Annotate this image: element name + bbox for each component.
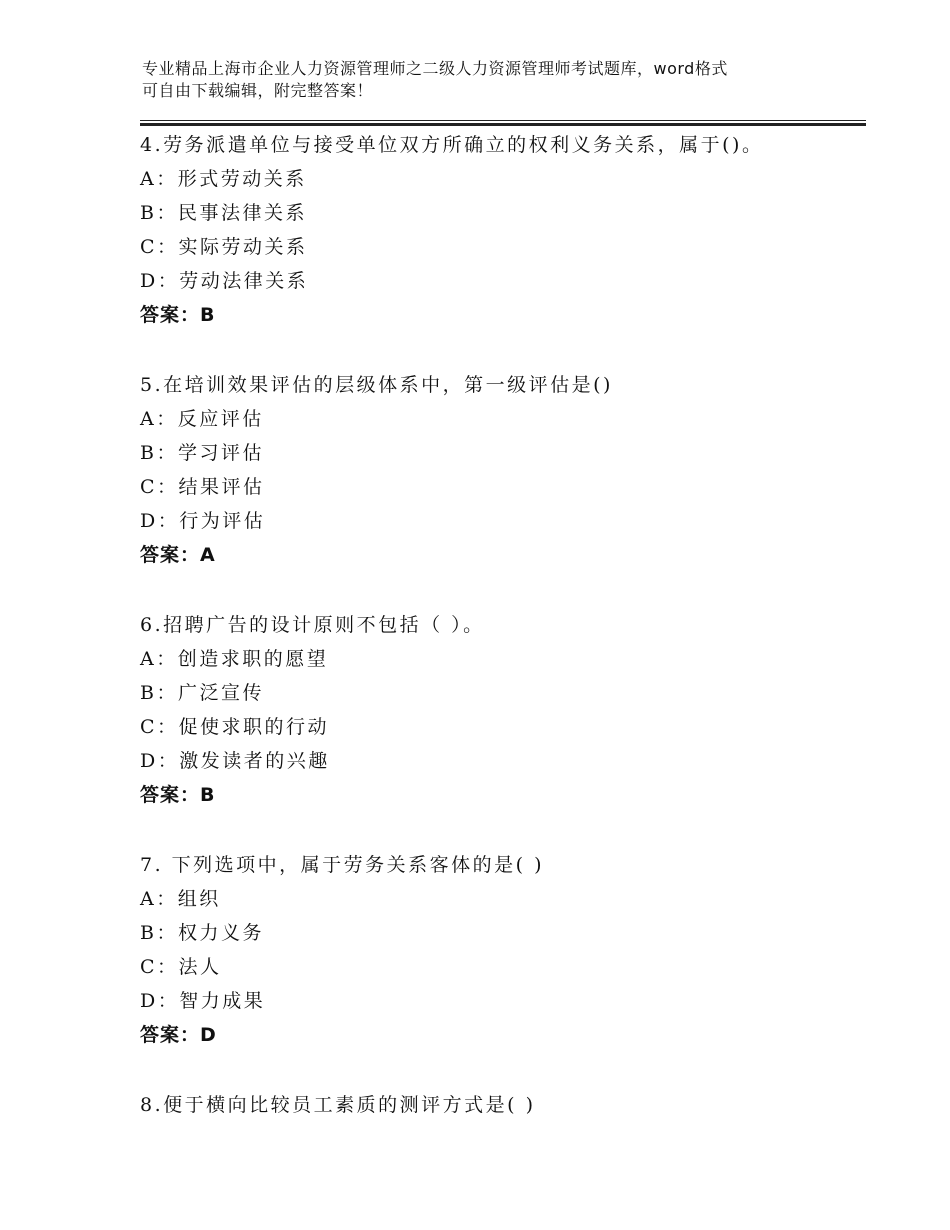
option-a: A：形式劳动关系 bbox=[140, 168, 307, 190]
option-d: D：劳动法律关系 bbox=[140, 270, 309, 292]
option-a: A：创造求职的愿望 bbox=[140, 648, 329, 670]
question-stem: 6.招聘广告的设计原则不包括（ ）。 bbox=[140, 614, 485, 636]
question-7 bbox=[140, 848, 866, 1052]
question-4 bbox=[140, 128, 866, 332]
header-line-2: 可自由下载编辑，附完整答案！ bbox=[142, 81, 374, 100]
question-stem: 5.在培训效果评估的层级体系中，第一级评估是() bbox=[140, 374, 613, 396]
header-divider-thick bbox=[140, 123, 866, 126]
question-8 bbox=[140, 1088, 866, 1122]
option-b: B：民事法律关系 bbox=[140, 202, 307, 224]
option-d: D：激发读者的兴趣 bbox=[140, 750, 330, 772]
question-stem: 8.便于横向比较员工素质的测评方式是( ) bbox=[140, 1094, 536, 1116]
question-6 bbox=[140, 608, 866, 812]
option-c: C：法人 bbox=[140, 956, 222, 978]
question-gap bbox=[140, 1052, 866, 1088]
answer-label: 答案：B bbox=[140, 784, 216, 806]
question-stem: 7. 下列选项中，属于劳务关系客体的是( ) bbox=[140, 854, 545, 876]
option-d: D：行为评估 bbox=[140, 510, 266, 532]
question-gap bbox=[140, 572, 866, 608]
option-c: C：实际劳动关系 bbox=[140, 236, 308, 258]
question-stem: 4.劳务派遣单位与接受单位双方所确立的权利义务关系，属于()。 bbox=[140, 134, 764, 156]
option-c: C：结果评估 bbox=[140, 476, 265, 498]
option-a: A：组织 bbox=[140, 888, 221, 910]
question-gap bbox=[140, 812, 866, 848]
option-b: B：广泛宣传 bbox=[140, 682, 264, 704]
question-list bbox=[140, 128, 866, 1122]
question-5 bbox=[140, 368, 866, 572]
header-line-1: 专业精品上海市企业人力资源管理师之二级人力资源管理师考试题库，word格式 bbox=[142, 59, 728, 78]
option-c: C：促使求职的行动 bbox=[140, 716, 330, 738]
option-d: D：智力成果 bbox=[140, 990, 266, 1012]
option-a: A：反应评估 bbox=[140, 408, 264, 430]
question-gap bbox=[140, 332, 866, 368]
answer-label: 答案：B bbox=[140, 304, 216, 326]
answer-label: 答案：D bbox=[140, 1024, 217, 1046]
document-header bbox=[142, 58, 842, 102]
option-b: B：权力义务 bbox=[140, 922, 264, 944]
option-b: B：学习评估 bbox=[140, 442, 264, 464]
answer-label: 答案：A bbox=[140, 544, 216, 566]
header-divider-thin bbox=[140, 120, 866, 121]
